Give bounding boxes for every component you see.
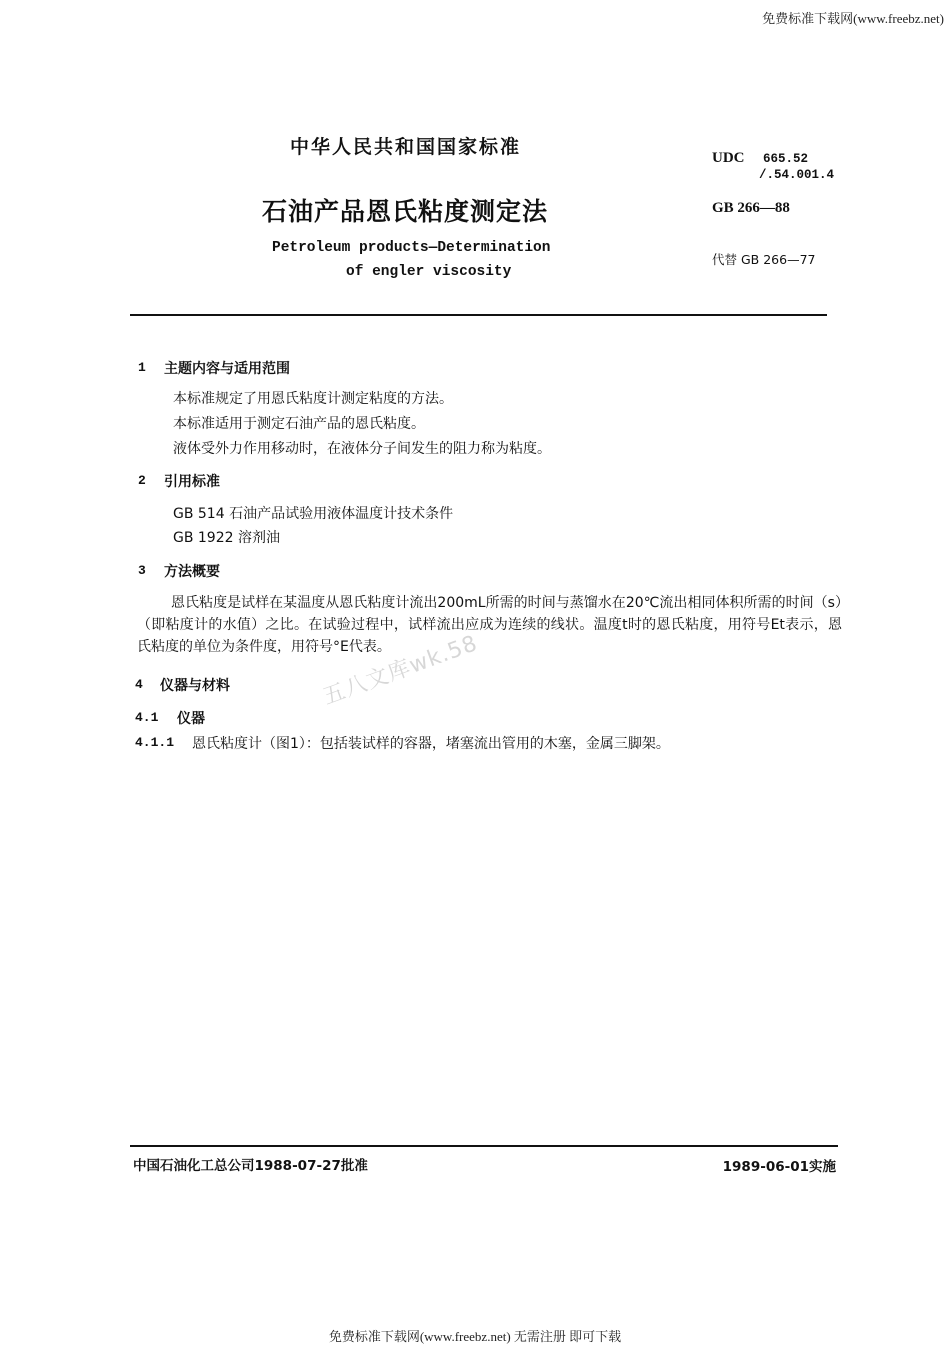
udc-label: UDC <box>712 150 745 166</box>
section-3-title: 方法概要 <box>164 564 220 580</box>
replaces-standard: 代替 GB 266—77 <box>712 252 816 267</box>
section-1-title: 主题内容与适用范围 <box>164 361 290 377</box>
approval-statement: 中国石油化工总公司1988-07-27批准 <box>133 1158 368 1174</box>
section-2-title: 引用标准 <box>164 474 220 490</box>
document-title-cn: 石油产品恩氏粘度测定法 <box>262 197 549 226</box>
watermark: 五八文库wk.58 <box>319 631 482 711</box>
document-title-en-line1: Petroleum products—Determination <box>272 240 551 256</box>
section-1-number: 1 <box>138 360 146 375</box>
section-2-number: 2 <box>138 473 146 488</box>
section-4-1-number: 4.1 <box>135 710 159 725</box>
section-1-line-1: 本标准规定了用恩氏粘度计测定粘度的方法。 <box>173 391 453 407</box>
section-4-1-title: 仪器 <box>177 711 205 727</box>
section-1-line-3: 液体受外力作用移动时，在液体分子间发生的阻力称为粘度。 <box>173 441 551 457</box>
effective-date: 1989-06-01实施 <box>722 1159 836 1175</box>
udc-code-line2: /.54.001.4 <box>759 168 835 182</box>
footer-divider <box>130 1145 838 1147</box>
document-title-en-line2: of engler viscosity <box>346 264 512 280</box>
section-3-paragraph: 恩氏粘度是试样在某温度从恩氏粘度计流出200mL所需的时间与蒸馏水在20℃流出相同体积所需的时间（s）（即粘度计的水值）之比。在试验过程中，试样流出应成为连续的线状。温度t时的恩氏粘度，用符号Et表示，恩氏粘度的单位为条件度，用符号°E代表。 <box>137 595 842 655</box>
section-4-number: 4 <box>135 677 143 692</box>
section-2-ref-1: GB 514 石油产品试验用液体温度计技术条件 <box>173 506 454 522</box>
gb-standard-code: GB 266—88 <box>712 200 790 216</box>
section-3-number: 3 <box>138 563 146 578</box>
section-1-line-2: 本标准适用于测定石油产品的恩氏粘度。 <box>173 416 425 432</box>
top-site-banner: 免费标准下载网(www.freebz.net) <box>762 11 944 26</box>
section-2-ref-2: GB 1922 溶剂油 <box>173 530 280 546</box>
section-4-1-1-number: 4.1.1 <box>135 735 175 750</box>
national-standard-heading: 中华人民共和国国家标准 <box>290 136 522 158</box>
header-divider <box>130 314 827 316</box>
bottom-site-banner: 免费标准下载网(www.freebz.net) 无需注册 即可下载 <box>328 1329 622 1344</box>
section-4-1-1-text: 恩氏粘度计（图1）：包括装试样的容器，堵塞流出管用的木塞，金属三脚架。 <box>192 736 670 752</box>
section-4-title: 仪器与材料 <box>160 678 230 694</box>
udc-code-line1: 665.52 <box>763 152 809 166</box>
